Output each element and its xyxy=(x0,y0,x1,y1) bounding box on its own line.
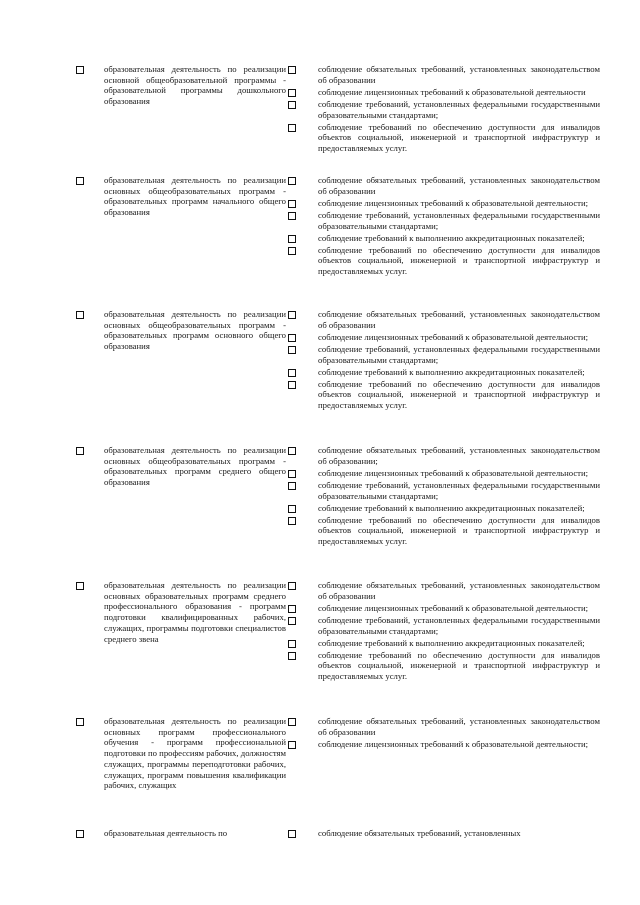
checkbox-icon xyxy=(288,517,296,525)
requirement-item xyxy=(288,210,600,231)
requirement-text: соблюдение обязательных требований, установленных законодательством об образовании xyxy=(318,309,600,330)
checkbox-icon xyxy=(288,381,296,389)
checkbox-icon xyxy=(288,369,296,377)
requirement-item xyxy=(288,828,600,839)
requirement-text: соблюдение лицензионных требований к образовательной деятельности xyxy=(318,86,586,97)
requirement-text: соблюдение обязательных требований, установленных законодательством об образовании xyxy=(318,175,600,196)
checkbox-icon xyxy=(288,212,296,220)
checkbox-icon xyxy=(288,582,296,590)
checkbox-icon xyxy=(288,640,296,648)
requirement-item xyxy=(288,233,600,244)
requirement-text: соблюдение требований к выполнению аккредитационных показателей; xyxy=(318,232,585,243)
requirement-text: соблюдение требований к выполнению аккредитационных показателей; xyxy=(318,366,585,377)
requirement-item xyxy=(288,245,600,277)
requirement-text: соблюдение требований, установленных федеральными государственными образовательными стандартами; xyxy=(318,614,600,636)
checkbox-icon xyxy=(288,447,296,455)
requirement-text: соблюдение требований, установленных федеральными государственными образовательными стандартами; xyxy=(318,479,600,501)
requirement-item xyxy=(288,480,600,501)
requirement-item xyxy=(288,332,600,343)
requirement-text: соблюдение требований, установленных федеральными государственными образовательными стандартами; xyxy=(318,343,600,365)
requirement-text: соблюдение лицензионных требований к образовательной деятельности; xyxy=(318,602,589,613)
activity-text: образовательная деятельность по xyxy=(104,828,228,838)
requirements-list xyxy=(288,445,600,548)
requirement-text: соблюдение требований по обеспечению доступности для инвалидов объектов социальной, инженерной и транспортной инфраструктур и предоставляемых услуг. xyxy=(318,121,600,154)
checkbox-icon xyxy=(76,66,84,74)
checkbox-icon xyxy=(288,66,296,74)
requirements-list xyxy=(288,309,600,412)
requirement-item xyxy=(288,367,600,378)
activity-text: образовательная деятельность по реализации основных образовательных программ среднего профессионального образования - программ подготовки квалифицированных рабочих, служащих, программы подготовки специалистов среднего звена xyxy=(104,580,286,644)
checkbox-icon xyxy=(288,652,296,660)
requirement-text: соблюдение лицензионных требований к образовательной деятельности; xyxy=(318,738,589,749)
checkbox-icon xyxy=(288,830,296,838)
requirement-text: соблюдение требований к выполнению аккредитационных показателей; xyxy=(318,502,585,513)
checkbox-icon xyxy=(288,235,296,243)
requirements-list xyxy=(288,716,600,751)
requirement-item xyxy=(288,122,600,154)
requirement-text: соблюдение требований по обеспечению доступности для инвалидов объектов социальной, инженерной и транспортной инфраструктур и предоставляемых услуг. xyxy=(318,514,600,547)
activity-text: образовательная деятельность по реализации основных программ профессионального обучения - программ профессиональной подготовки по профессиям рабочих, должностям служащих, программы переподготовки рабочих, служащих, программ повышения квалификации рабочих, служащих xyxy=(104,716,286,791)
requirement-item xyxy=(288,650,600,682)
requirement-text: соблюдение обязательных требований, установленных xyxy=(318,828,521,838)
checkbox-icon xyxy=(288,89,296,97)
requirement-item xyxy=(288,716,600,737)
requirement-item xyxy=(288,309,600,330)
checkbox-icon xyxy=(288,101,296,109)
checkbox-icon xyxy=(288,505,296,513)
checkbox-icon xyxy=(76,447,84,455)
checkbox-icon xyxy=(288,346,296,354)
requirement-text: соблюдение требований, установленных федеральными государственными образовательными стандартами; xyxy=(318,98,600,120)
checkbox-icon xyxy=(288,311,296,319)
requirement-text: соблюдение обязательных требований, установленных законодательством об образовании; xyxy=(318,445,600,466)
requirement-text: соблюдение требований к выполнению аккредитационных показателей; xyxy=(318,637,585,648)
checkbox-icon xyxy=(76,718,84,726)
requirement-text: соблюдение требований по обеспечению доступности для инвалидов объектов социальной, инженерной и транспортной инфраструктур и предоставляемых услуг. xyxy=(318,649,600,682)
requirement-item xyxy=(288,503,600,514)
requirement-item xyxy=(288,638,600,649)
requirements-list xyxy=(288,828,600,840)
checkbox-icon xyxy=(76,582,84,590)
checkbox-icon xyxy=(288,247,296,255)
checkbox-icon xyxy=(76,177,84,185)
requirement-item xyxy=(288,580,600,601)
requirement-text: соблюдение требований по обеспечению доступности для инвалидов объектов социальной, инженерной и транспортной инфраструктур и предоставляемых услуг. xyxy=(318,378,600,411)
checkbox-icon xyxy=(76,311,84,319)
activity-text: образовательная деятельность по реализации основной общеобразовательной программы - образовательной программы дошкольного образования xyxy=(104,64,286,107)
requirement-text: соблюдение лицензионных требований к образовательной деятельности; xyxy=(318,331,589,342)
requirement-item xyxy=(288,379,600,411)
requirement-item xyxy=(288,515,600,547)
requirement-item xyxy=(288,468,600,479)
checkbox-icon xyxy=(288,617,296,625)
checkbox-icon xyxy=(288,718,296,726)
requirement-item xyxy=(288,344,600,365)
requirement-item xyxy=(288,64,600,85)
checkbox-icon xyxy=(288,470,296,478)
checkbox-icon xyxy=(288,741,296,749)
requirements-list xyxy=(288,175,600,278)
requirements-list xyxy=(288,64,600,155)
requirement-item xyxy=(288,175,600,196)
requirement-text: соблюдение обязательных требований, установленных законодательством об образовании xyxy=(318,716,600,737)
checkbox-icon xyxy=(288,334,296,342)
checkbox-icon xyxy=(288,605,296,613)
checkbox-icon xyxy=(76,830,84,838)
requirement-item xyxy=(288,603,600,614)
activity-text: образовательная деятельность по реализации основных общеобразовательных программ - образовательных программ начального общего образования xyxy=(104,175,286,218)
requirement-item xyxy=(288,739,600,750)
checkbox-icon xyxy=(288,177,296,185)
checkbox-icon xyxy=(288,482,296,490)
requirement-item xyxy=(288,615,600,636)
requirements-list xyxy=(288,580,600,683)
requirement-text: соблюдение лицензионных требований к образовательной деятельности; xyxy=(318,467,589,478)
activity-text: образовательная деятельность по реализации основных общеобразовательных программ - образовательных программ основного общего образования xyxy=(104,309,286,352)
requirement-item xyxy=(288,99,600,120)
checkbox-icon xyxy=(288,124,296,132)
requirement-item xyxy=(288,198,600,209)
requirement-text: соблюдение обязательных требований, установленных законодательством об образовании xyxy=(318,64,600,85)
requirement-text: соблюдение обязательных требований, установленных законодательством об образовании xyxy=(318,580,600,601)
requirement-item xyxy=(288,445,600,466)
activity-text: образовательная деятельность по реализации основных общеобразовательных программ - образовательных программ среднего общего образования xyxy=(104,445,286,488)
checkbox-icon xyxy=(288,200,296,208)
requirement-text: соблюдение требований по обеспечению доступности для инвалидов объектов социальной, инженерной и транспортной инфраструктур и предоставляемых услуг. xyxy=(318,244,600,277)
requirement-text: соблюдение лицензионных требований к образовательной деятельности; xyxy=(318,197,589,208)
requirement-text: соблюдение требований, установленных федеральными государственными образовательными стандартами; xyxy=(318,209,600,231)
requirement-item xyxy=(288,87,600,98)
